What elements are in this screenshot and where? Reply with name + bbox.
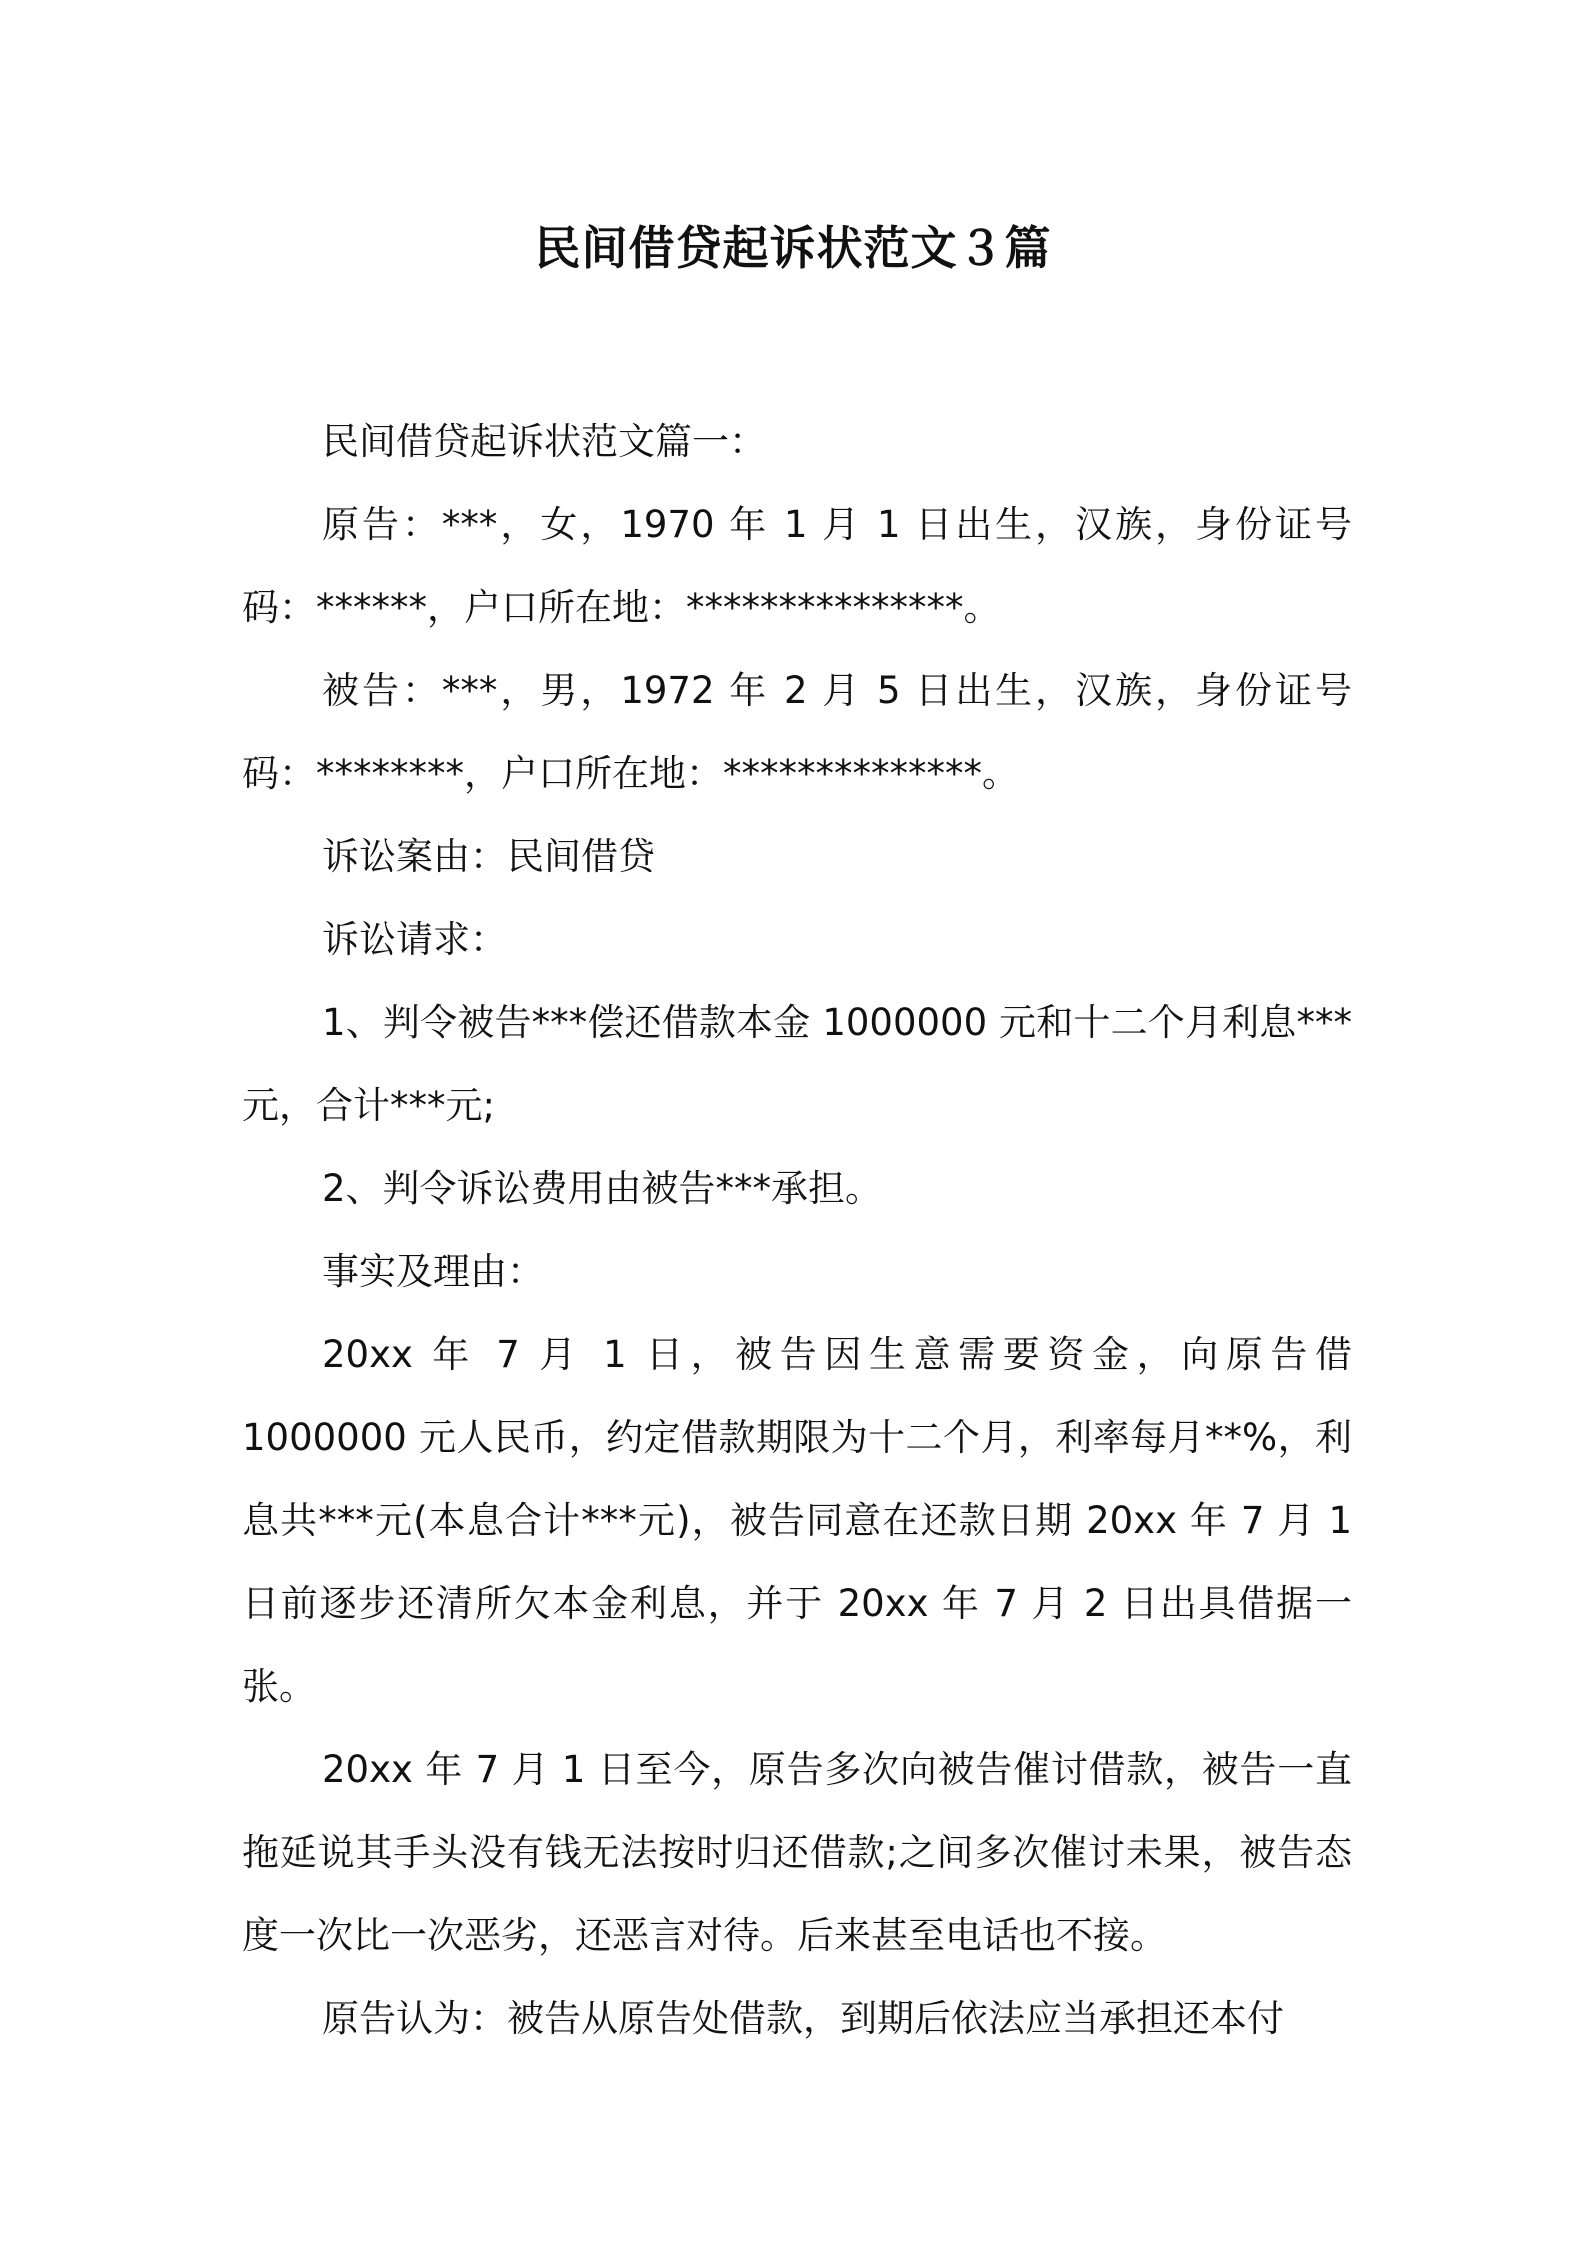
claims-heading: 诉讼请求： — [322, 918, 507, 961]
opinion-paragraph: 原告认为：被告从原告处借款，到期后依法应当承担还本付 — [322, 1997, 1284, 2040]
defendant-paragraph: 被告：***，男，1972 年 2 月 5 日出生，汉族，身份证号码：********，户口所在地：**************。 — [242, 669, 1352, 795]
plaintiff-paragraph: 原告：***，女，1970 年 1 月 1 日出生，汉族，身份证号码：******，户口所在地：***************。 — [242, 503, 1352, 629]
document-body — [242, 400, 1352, 2060]
facts-paragraph-1: 20xx 年 7 月 1 日，被告因生意需要资金，向原告借 1000000 元人民币，约定借款期限为十二个月，利率每月**%，利息共***元(本息合计***元)，被告同意在还款日期 20xx 年 7 月 1 日前逐步还清所欠本金利息，并于 20xx 年 7 月 2 日出具借据一张。 — [242, 1333, 1352, 1708]
case-cause-paragraph: 诉讼案由：民间借贷 — [322, 835, 655, 878]
section-heading: 民间借贷起诉状范文篇一： — [322, 420, 766, 463]
document-title: 民间借贷起诉状范文３篇 — [534, 221, 1052, 275]
facts-heading: 事实及理由： — [322, 1250, 544, 1293]
claim-item-1: 1、判令被告***偿还借款本金 1000000 元和十二个月利息***元，合计***元; — [242, 1001, 1352, 1127]
claim-item-2: 2、判令诉讼费用由被告***承担。 — [322, 1167, 883, 1210]
facts-paragraph-2: 20xx 年 7 月 1 日至今，原告多次向被告催讨借款，被告一直拖延说其手头没有钱无法按时归还借款;之间多次催讨未果，被告态度一次比一次恶劣，还恶言对待。后来甚至电话也不接。 — [242, 1748, 1352, 1957]
